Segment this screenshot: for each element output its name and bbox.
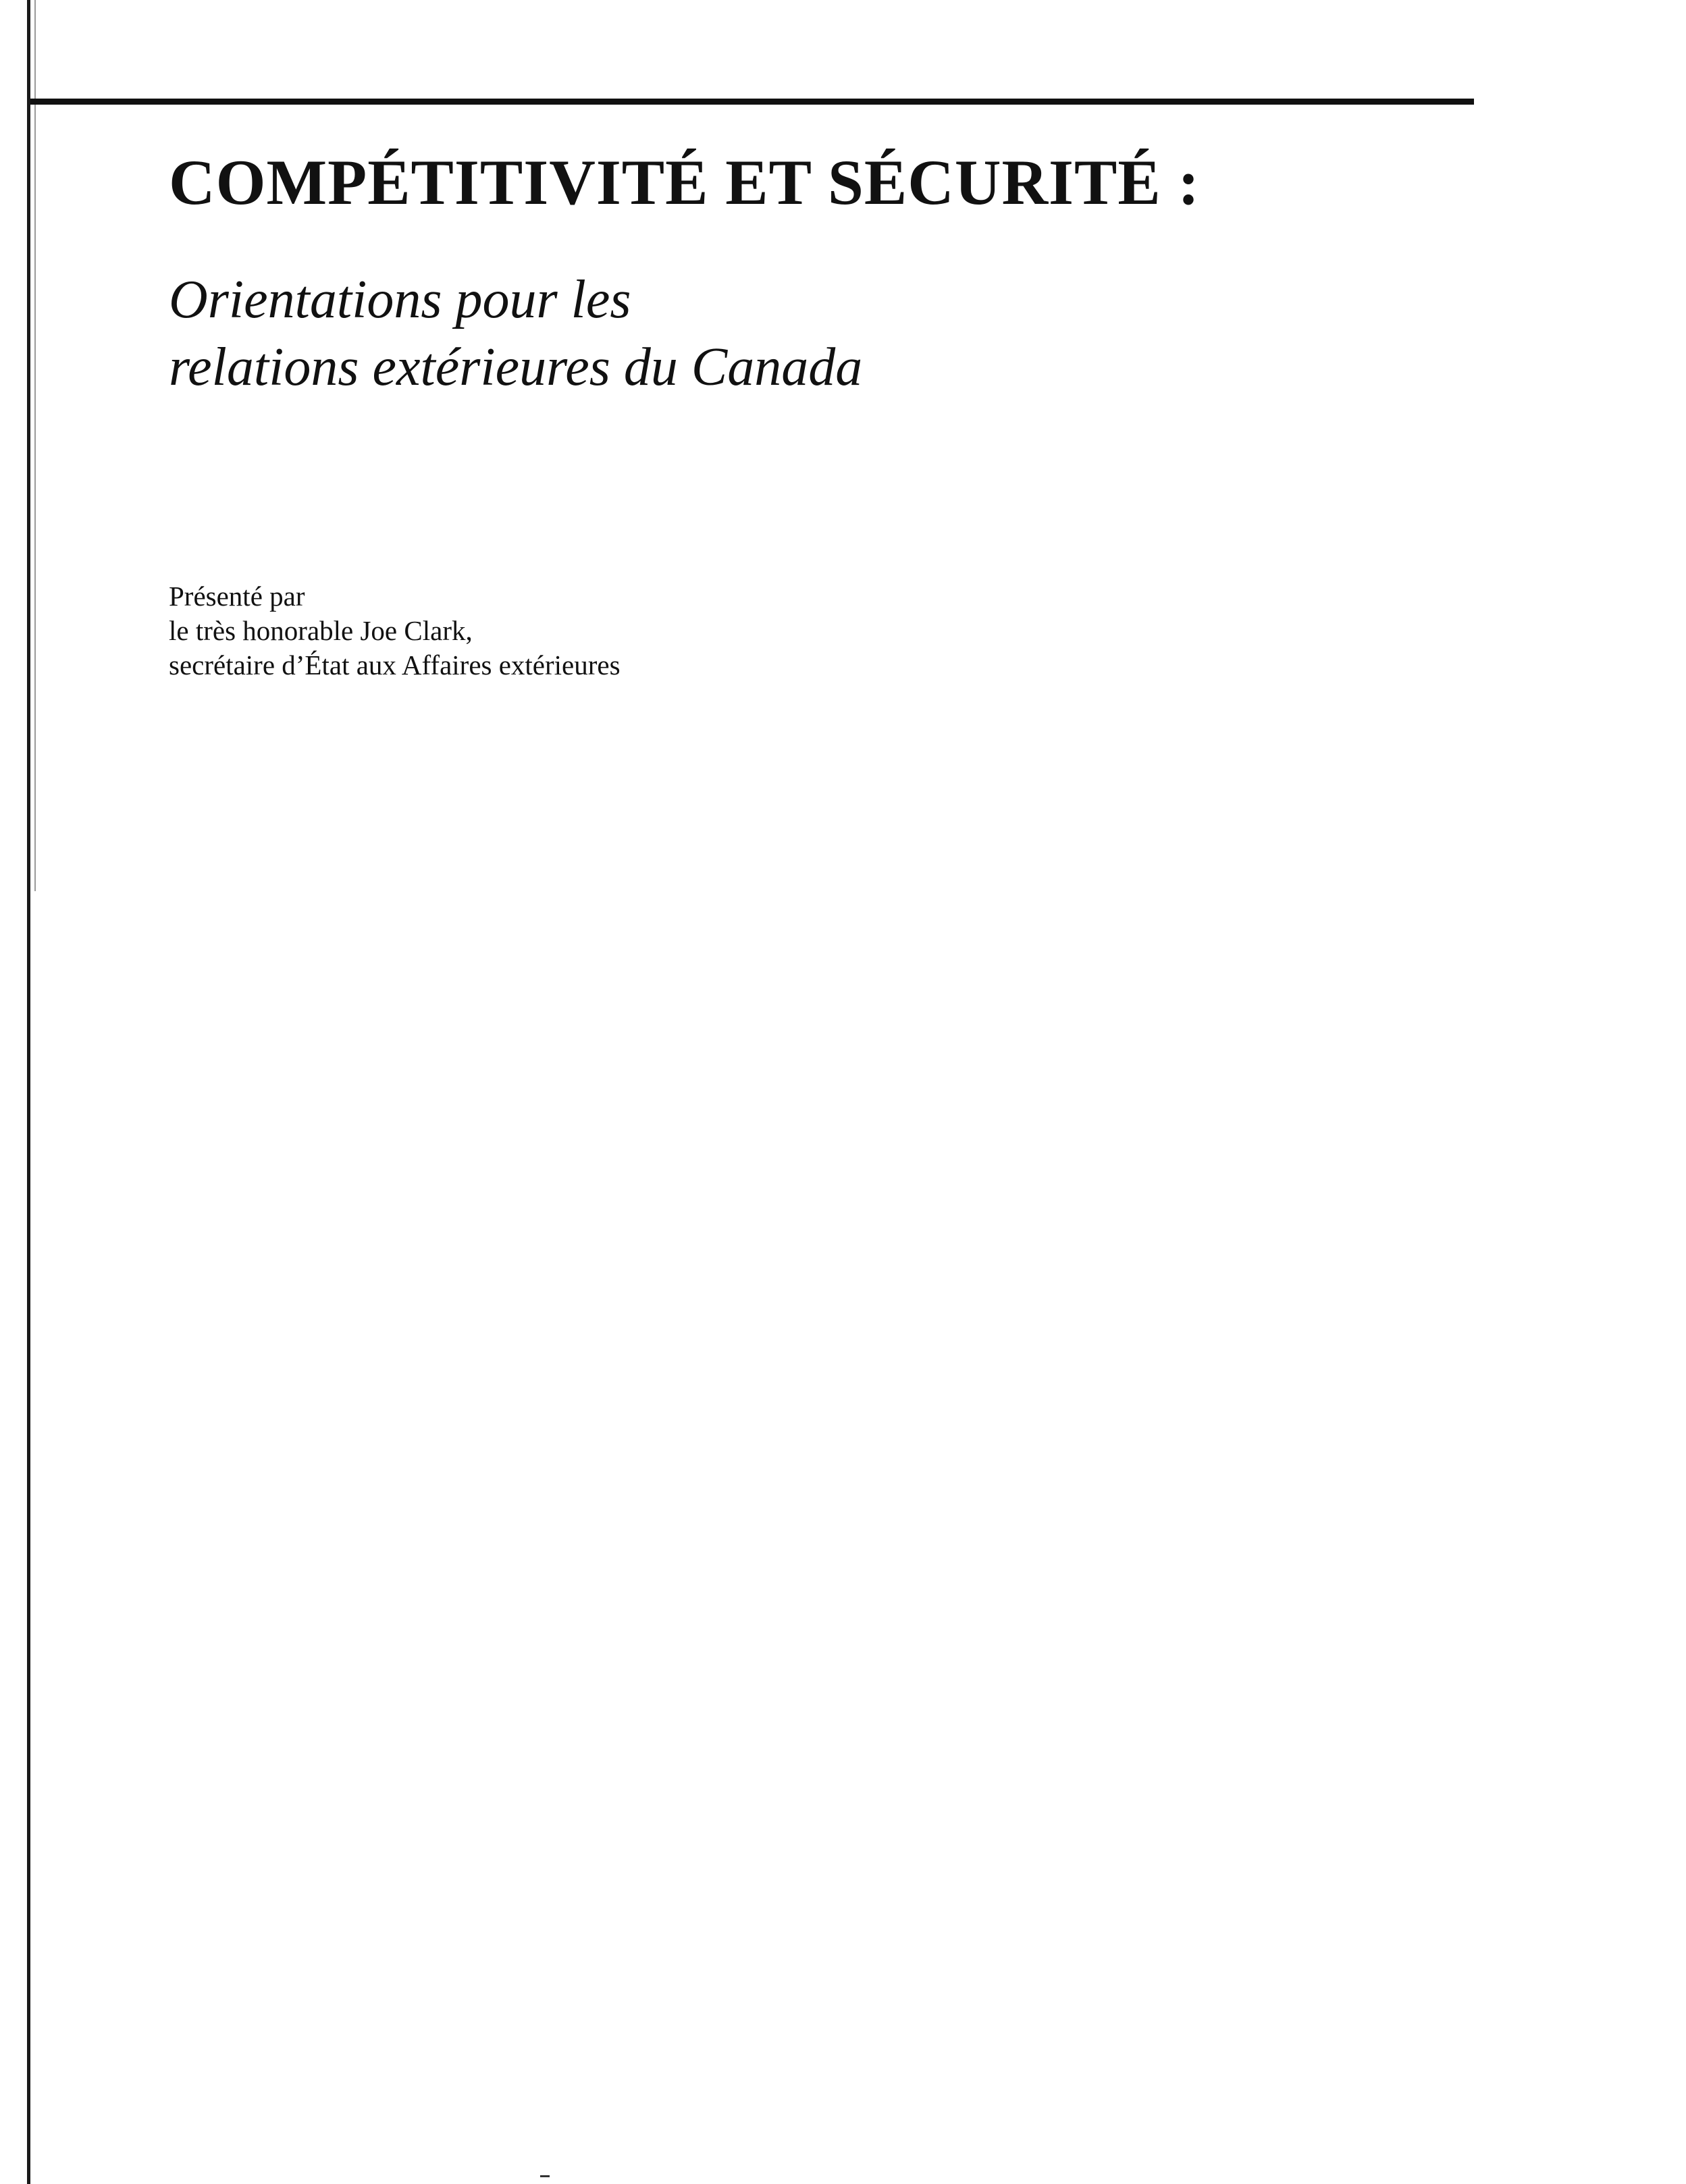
presenter-line: Présenté par [169, 581, 305, 612]
subtitle-line: Orientations pour les [169, 270, 631, 329]
presenter-line: le très honorable Joe Clark, [169, 615, 473, 646]
presenter-line: secrétaire d’État aux Affaires extérieures [169, 649, 621, 681]
subtitle-line: relations extérieures du Canada [169, 338, 863, 397]
document-subtitle [169, 266, 862, 401]
scan-mark [540, 2175, 550, 2177]
presenter-block [169, 579, 621, 683]
document-title: COMPÉTITIVITÉ ET SÉCURITÉ : [169, 147, 1201, 218]
page-binding-shadow [34, 0, 36, 891]
page-binding-edge [27, 0, 30, 2184]
top-horizontal-rule [30, 99, 1474, 105]
